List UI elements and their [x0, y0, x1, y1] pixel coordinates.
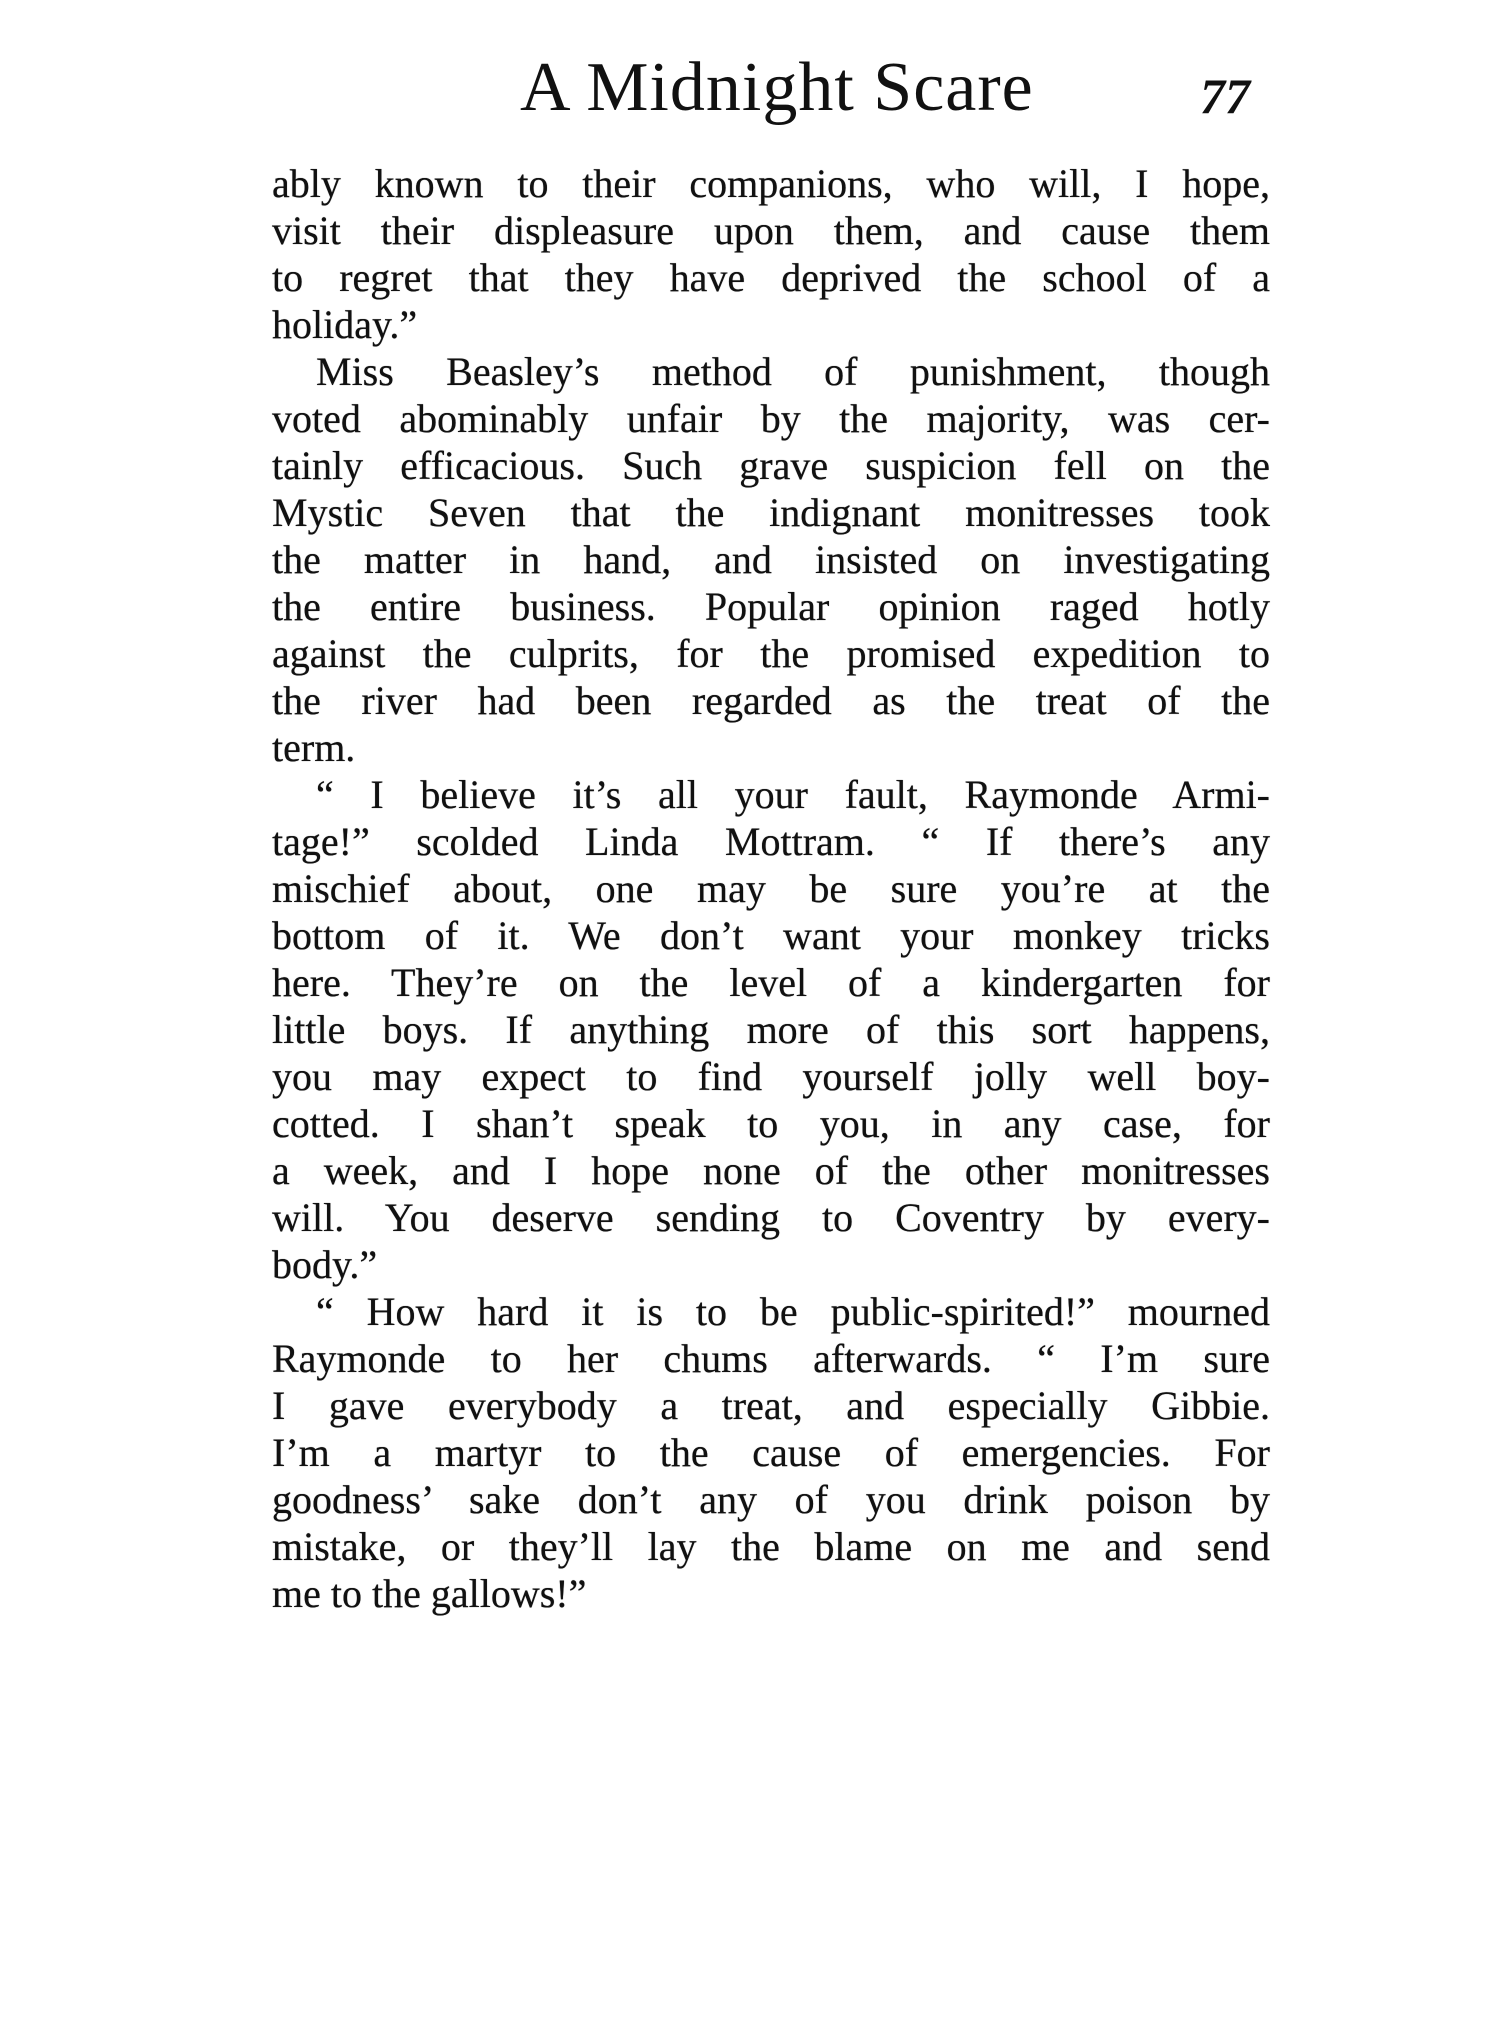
- text-line: Mystic Seven that the indignant monitresses took: [272, 490, 1270, 535]
- text-line: tage!” scolded Linda Mottram. “ If there’s any: [272, 819, 1270, 864]
- text-line: goodness’ sake don’t any of you drink poison by: [272, 1477, 1270, 1522]
- text-line: Raymonde to her chums afterwards. “ I’m sure: [272, 1336, 1270, 1381]
- text-line: a week, and I hope none of the other monitresses: [272, 1148, 1270, 1193]
- text-line: to regret that they have deprived the school of a: [272, 255, 1270, 300]
- running-header-title: A Midnight Scare: [520, 49, 1034, 126]
- text-line: cotted. I shan’t speak to you, in any case, for: [272, 1101, 1270, 1146]
- text-line: little boys. If anything more of this sort happens,: [272, 1007, 1270, 1052]
- text-line: against the culprits, for the promised expedition to: [272, 631, 1270, 676]
- text-line: body.”: [272, 1242, 378, 1287]
- page-number: 77: [1200, 68, 1250, 124]
- text-line: Miss Beasley’s method of punishment, though: [316, 349, 1270, 394]
- text-line: “ How hard it is to be public-spirited!” mourned: [316, 1289, 1270, 1334]
- text-line: “ I believe it’s all your fault, Raymonde Armi-: [316, 772, 1270, 817]
- text-line: mistake, or they’ll lay the blame on me and send: [272, 1524, 1270, 1569]
- text-line: bottom of it. We don’t want your monkey tricks: [272, 913, 1270, 958]
- text-line: the matter in hand, and insisted on investigating: [272, 537, 1270, 582]
- text-line: the river had been regarded as the treat of the: [272, 678, 1270, 723]
- text-line: the entire business. Popular opinion raged hotly: [272, 584, 1270, 629]
- text-line: voted abominably unfair by the majority, was cer-: [272, 396, 1270, 441]
- text-line: term.: [272, 725, 356, 770]
- text-line: will. You deserve sending to Coventry by every-: [272, 1195, 1270, 1240]
- text-line: holiday.”: [272, 302, 418, 347]
- text-line: mischief about, one may be sure you’re at the: [272, 866, 1270, 911]
- text-line: me to the gallows!”: [272, 1571, 587, 1616]
- text-line: visit their displeasure upon them, and cause them: [272, 208, 1270, 253]
- text-line: you may expect to find yourself jolly well boy-: [272, 1054, 1270, 1099]
- text-line: I gave everybody a treat, and especially Gibbie.: [272, 1383, 1270, 1428]
- body-text: [272, 160, 1270, 1617]
- text-line: ably known to their companions, who will, I hope,: [272, 161, 1270, 206]
- text-line: here. They’re on the level of a kindergarten for: [272, 960, 1270, 1005]
- text-line: I’m a martyr to the cause of emergencies. For: [272, 1430, 1270, 1475]
- text-line: tainly efficacious. Such grave suspicion fell on the: [272, 443, 1270, 488]
